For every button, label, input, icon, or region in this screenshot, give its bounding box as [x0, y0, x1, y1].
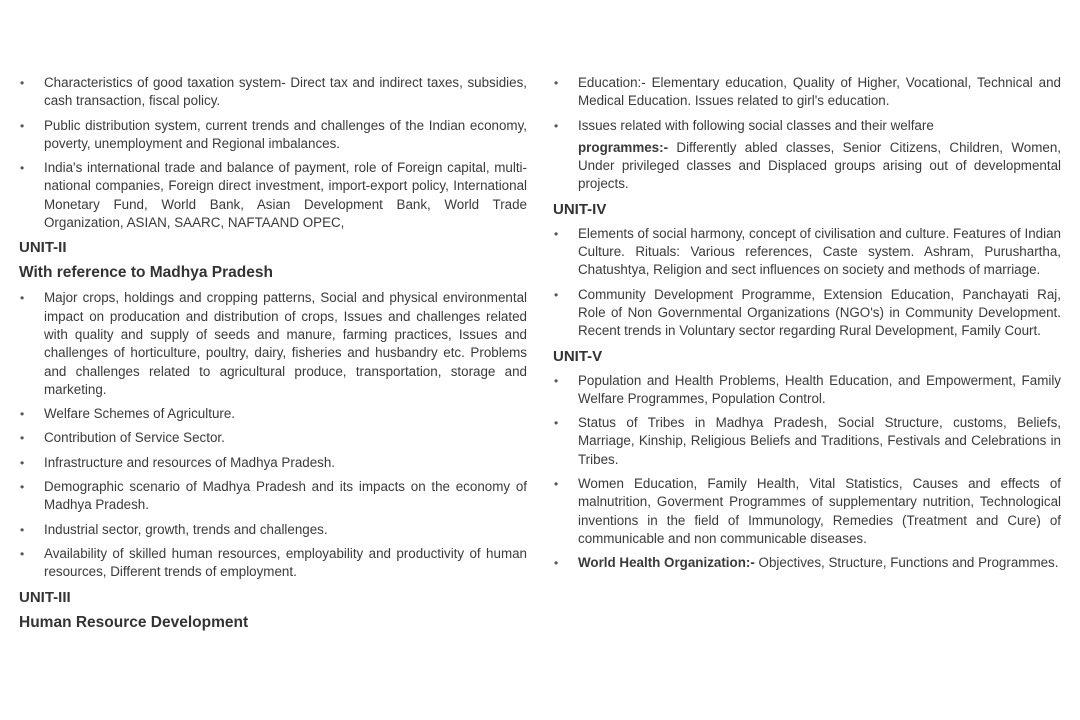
- list-item: • India's international trade and balance of payment, role of Foreign capital, multi-national companies, Foreign direct investment, import-export policy, International Monetary Fund, World Bank, Asian Development Bank, World Trade Organization, ASIAN, SAARC, NAFTAAND OPEC,: [19, 159, 527, 232]
- list-item: • Status of Tribes in Madhya Pradesh, Social Structure, customs, Beliefs, Marriage, Kinship, Religious Beliefs and Traditions, Festivals and Celebrations in Tribes.: [553, 414, 1061, 469]
- list-item: • Education:- Elementary education, Quality of Higher, Vocational, Technical and Medical Education. Issues related to girl's education.: [553, 74, 1061, 111]
- madhya-pradesh-topic-list: [19, 289, 527, 581]
- list-item: • Availability of skilled human resources, employability and productivity of human resources, Different trends of employment.: [19, 545, 527, 582]
- list-item: • Public distribution system, current trends and challenges of the Indian economy, poverty, unemployment and Regional imbalances.: [19, 117, 527, 154]
- unit-3-heading: UNIT-III: [19, 588, 71, 606]
- right-column: [553, 74, 1061, 579]
- who-label: World Health Organization:-: [578, 555, 755, 571]
- programmes-label: programmes:-: [578, 139, 669, 155]
- list-item: • Women Education, Family Health, Vital Statistics, Causes and effects of malnutrition, Goverment Programmes of supplementary nutrition, Technological inventions in the field of Immunology, Remedies (Treatment and Cure) of communicable and non communicable diseases.: [553, 475, 1061, 548]
- unit-5-heading: UNIT-V: [553, 347, 603, 365]
- list-item: • Welfare Schemes of Agriculture.: [19, 405, 527, 423]
- hrd-topic-list: [553, 74, 1061, 194]
- who-text: Objectives, Structure, Functions and Programmes.: [754, 555, 1059, 571]
- list-item: • Major crops, holdings and cropping patterns, Social and physical environmental impact on producation and distribution of crops, Issues and challenges related with quality and supply of seeds and manure, farming practices, Issues and challenges of horticulture, poultry, dairy, fisheries and husbandry etc. Problems and challenges related to agricultural produce, transportation, storage and marketing.: [19, 289, 527, 399]
- programmes-text: Differently abled classes, Senior Citizens, Children, Women, Under privileged classes and Displaced groups arising out of developmental projects.: [578, 139, 1061, 192]
- economy-topic-list: [19, 74, 527, 232]
- list-item: • Demographic scenario of Madhya Pradesh and its impacts on the economy of Madhya Pradesh.: [19, 478, 527, 515]
- unit-3-subheading: Human Resource Development: [19, 613, 249, 631]
- unit-5-topic-list: [553, 372, 1061, 573]
- list-item: [553, 554, 1061, 572]
- unit-2-heading: UNIT-II: [19, 239, 67, 257]
- list-item: • Elements of social harmony, concept of civilisation and culture. Features of Indian Culture. Rituals: Various references, Caste system. Ashram, Purushartha, Chatushtya, Religion and sect influences on society and methods of marriage.: [553, 225, 1061, 280]
- list-item: • Industrial sector, growth, trends and challenges.: [19, 521, 527, 539]
- list-item: • Infrastructure and resources of Madhya Pradesh.: [19, 454, 527, 472]
- unit-2-subheading: With reference to Madhya Pradesh: [19, 264, 273, 282]
- list-item: • Characteristics of good taxation system- Direct tax and indirect taxes, subsidies, cash transaction, fiscal policy.: [19, 74, 527, 111]
- list-item: • Population and Health Problems, Health Education, and Empowerment, Family Welfare Programmes, Population Control.: [553, 372, 1061, 409]
- list-item: • Community Development Programme, Extension Education, Panchayati Raj, Role of Non Governmental Organizations (NGO's) in Community Development. Recent trends in Voluntary sector regarding Rural Development, Family Court.: [553, 286, 1061, 341]
- unit-4-topic-list: [553, 225, 1061, 341]
- left-column: [19, 74, 527, 639]
- programmes-continuation: [553, 139, 1061, 194]
- unit-4-heading: UNIT-IV: [553, 200, 607, 218]
- list-item: • Contribution of Service Sector.: [19, 429, 527, 447]
- list-item: • Issues related with following social classes and their welfare: [553, 117, 1061, 135]
